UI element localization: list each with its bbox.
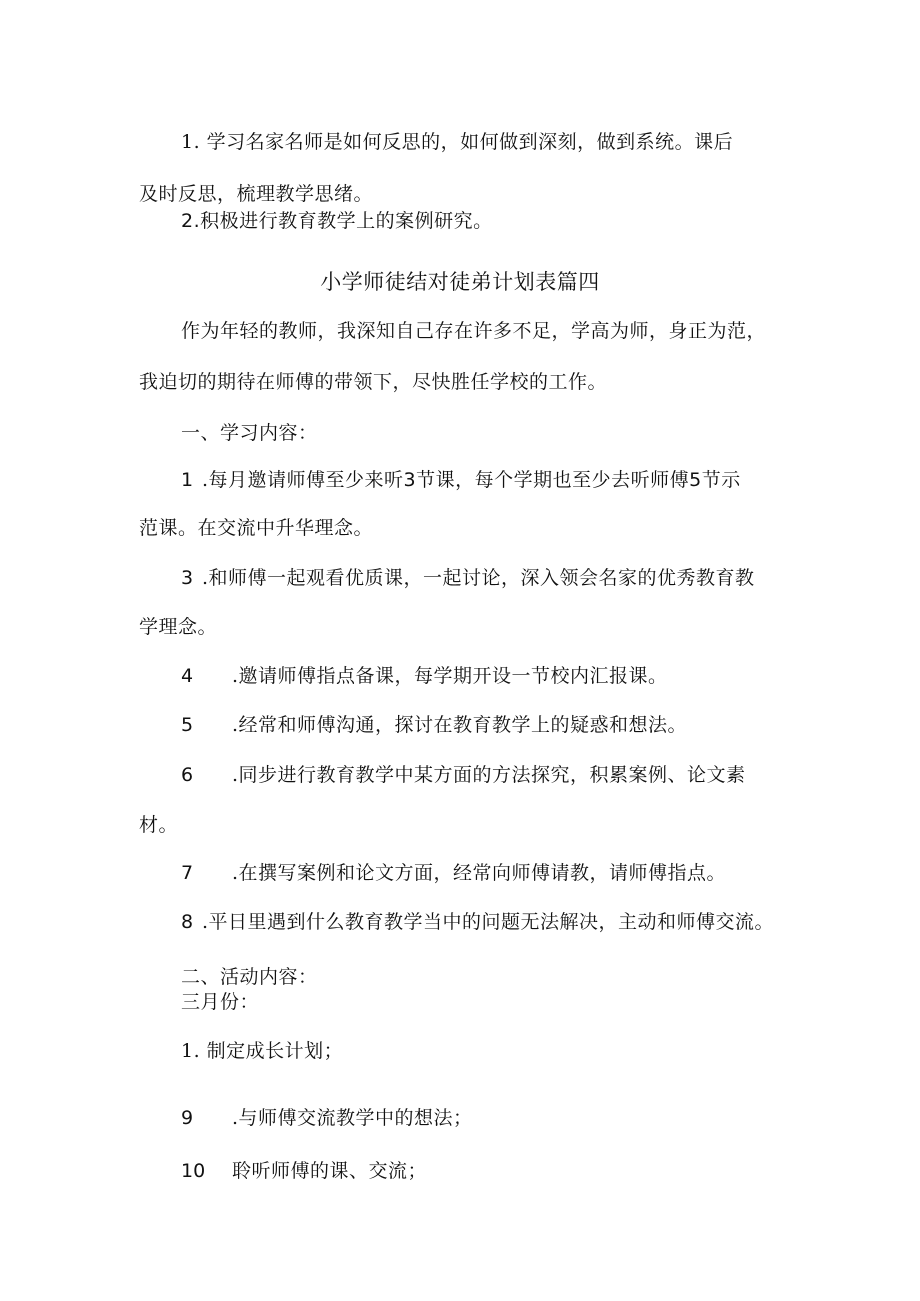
study-item-7-number: 7: [181, 862, 194, 884]
study-item-5-number: 5: [181, 714, 194, 736]
prev-item-2-text: 积极进行教育教学上的案例研究。: [200, 210, 493, 232]
study-item-7-line-1: .在撰写案例和论文方面，经常向师傅请教，请师傅指点。: [232, 862, 727, 884]
study-item-6-line-2: 材。: [139, 814, 179, 836]
study-item-3-line-1: .和师傅一起观看优质课，一起讨论，深入领会名家的优秀教育教: [202, 567, 755, 589]
study-item-1-line-2: 范课。在交流中升华理念。: [139, 517, 374, 539]
study-item-1-number-3: 3: [403, 469, 417, 491]
activity-item-9-text: .与师傅交流教学中的想法；: [232, 1107, 473, 1129]
activity-item-1: 1. 制定成长计划；: [181, 1040, 344, 1062]
study-item-8-line-1: .平日里遇到什么教育教学当中的问题无法解决，主动和师傅交流。: [202, 911, 775, 933]
activity-item-10-text: 聆听师傅的课、交流；: [232, 1160, 428, 1182]
study-item-4-number: 4: [181, 665, 194, 687]
study-item-3-number: 3: [181, 567, 194, 589]
study-item-1-number: 1: [181, 469, 194, 491]
section-title: 小学师徒结对徒弟计划表篇四: [320, 270, 600, 294]
study-item-4-line-1: .邀请师傅指点备课，每学期开设一节校内汇报课。: [232, 665, 668, 687]
prev-item-1-line-1: 1. 学习名家名师是如何反思的，如何做到深刻，做到系统。课后: [181, 131, 734, 153]
prev-item-2-number: 2.: [181, 210, 201, 232]
intro-line-2: 我迫切的期待在师傅的带领下，尽快胜任学校的工作。: [139, 371, 608, 393]
study-item-1-line-1: [202, 468, 741, 492]
study-item-1-text-b: 节课，每个学期也至少去听师傅: [416, 469, 690, 491]
study-item-1-text-c: 节示: [701, 469, 741, 491]
study-item-6-line-1: .同步进行教育教学中某方面的方法探究，积累案例、论文素: [232, 764, 746, 786]
study-item-5-line-1: .经常和师傅沟通，探讨在教育教学上的疑惑和想法。: [232, 714, 688, 736]
study-item-1-number-5: 5: [689, 469, 702, 491]
intro-line-1: 作为年轻的教师，我深知自己存在许多不足，学高为师，身正为范，: [181, 320, 767, 342]
activity-item-9-number: 9: [181, 1107, 194, 1129]
study-item-1-text-a: .每月邀请师傅至少来听: [202, 469, 404, 491]
study-item-8-number: 8: [181, 911, 194, 933]
study-heading: 一、学习内容：: [181, 422, 318, 444]
prev-item-1-line-2: 及时反思，梳理教学思绪。: [139, 183, 374, 205]
activity-month: 三月份：: [181, 991, 260, 1013]
study-item-3-line-2: 学理念。: [139, 616, 218, 638]
prev-item-2: [181, 209, 493, 233]
study-item-6-number: 6: [181, 764, 194, 786]
activity-item-10-number: 10: [181, 1160, 206, 1182]
activity-heading: 二、活动内容：: [181, 966, 318, 988]
